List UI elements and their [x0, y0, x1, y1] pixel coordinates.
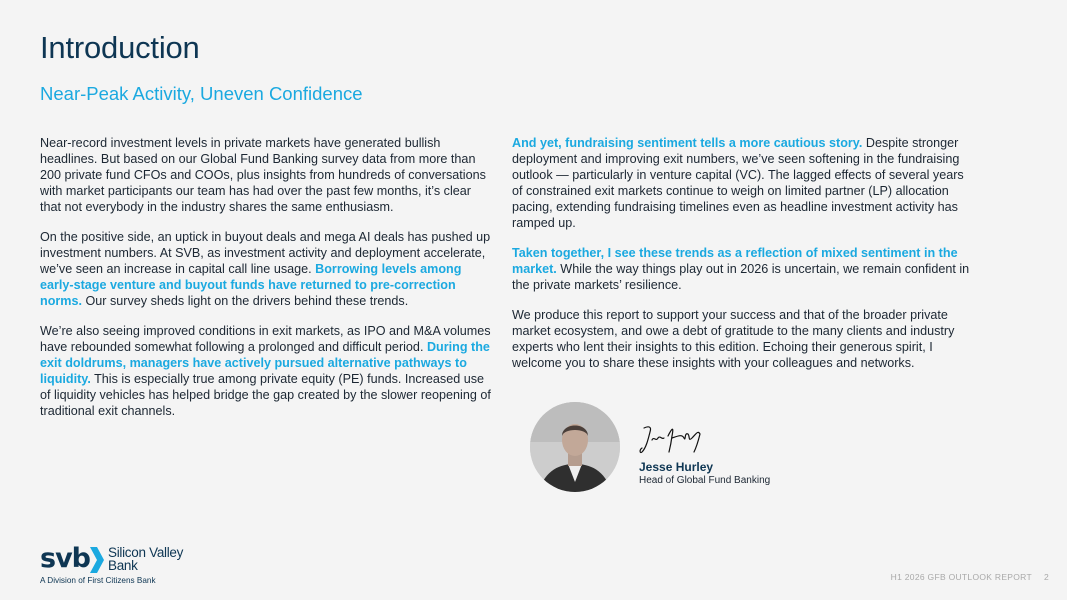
paragraph-text: While the way things play out in 2026 is uncertain, we remain confident in the private markets’ resilience. — [512, 262, 970, 292]
highlight-text: And yet, fundraising sentiment tells a more cautious story. — [512, 136, 863, 150]
author-block — [530, 402, 830, 497]
author-photo — [530, 402, 620, 492]
paragraph-text: Our survey sheds light on the drivers behind these trends. — [82, 294, 409, 308]
left-column — [40, 135, 492, 433]
logo-line-1: Silicon Valley — [108, 545, 184, 560]
logo-line-2: Bank — [108, 558, 138, 573]
highlight-text: Taken together, I see these trends as a reflection of mixed sentiment in the market. — [512, 246, 958, 276]
signature-image — [638, 418, 718, 458]
paragraph-text: Despite stronger deployment and improving exit numbers, we’ve seen softening in the fundraising outlook — particularly in venture capital (VC). The lagged effects of several years of constrained exit markets continue to weigh on limited partner (LP) allocation pacing, extending fundraising timelines even as headline investment activity has ramped up. — [512, 136, 964, 230]
svb-logo — [40, 544, 210, 588]
logo-mark: svb — [40, 543, 90, 574]
paragraph — [512, 245, 972, 293]
paragraph-text: On the positive side, an uptick in buyout deals and mega AI deals has pushed up investment numbers. At SVB, as investment activity and deployment accelerate, we’ve seen an increase in capital call line usage. — [40, 230, 491, 276]
paragraph-text: We’re also seeing improved conditions in exit markets, as IPO and M&A volumes have rebounded somewhat following a prolonged and difficult period. — [40, 324, 491, 354]
logo-wordmark — [108, 546, 183, 572]
report-name: H1 2026 GFB OUTLOOK REPORT — [890, 572, 1032, 582]
paragraph-text: We produce this report to support your success and that of the broader private market ecosystem, and owe a debt of gratitude to the many clients and industry experts who lent their insights to this edition. Echoing their generous spirit, I welcome you to share these insights with your colleagues and networks. — [512, 308, 955, 370]
page-subtitle: Near-Peak Activity, Uneven Confidence — [40, 83, 363, 104]
paragraph — [512, 135, 972, 231]
paragraph — [512, 307, 972, 371]
highlight-text: During the exit doldrums, managers have actively pursued alternative pathways to liquidity. — [40, 340, 490, 386]
highlight-text: Borrowing levels among early-stage venture and buyout funds have returned to pre-correction norms. — [40, 262, 462, 308]
page-footer — [891, 572, 1049, 582]
page-title: Introduction — [40, 30, 200, 65]
paragraph-text: This is especially true among private equity (PE) funds. Increased use of liquidity vehicles has helped bridge the gap created by the slower reopening of traditional exit channels. — [40, 372, 491, 418]
logo-division: A Division of First Citizens Bank — [40, 576, 156, 585]
chevron-right-icon — [90, 547, 104, 573]
author-name: Jesse Hurley — [639, 460, 714, 474]
paragraph — [40, 229, 492, 309]
paragraph-text: Near-record investment levels in private markets have generated bullish headlines. But based on our Global Fund Banking survey data from more than 200 private fund CFOs and COOs, plus insights from hundreds of conversations with market participants our team has had over the past few months, it’s clear that not everybody in the industry shares the same enthusiasm. — [40, 136, 486, 214]
paragraph — [40, 323, 492, 419]
author-role: Head of Global Fund Banking — [639, 475, 771, 486]
right-column — [512, 135, 972, 385]
page-number: 2 — [1043, 572, 1049, 582]
paragraph — [40, 135, 492, 215]
